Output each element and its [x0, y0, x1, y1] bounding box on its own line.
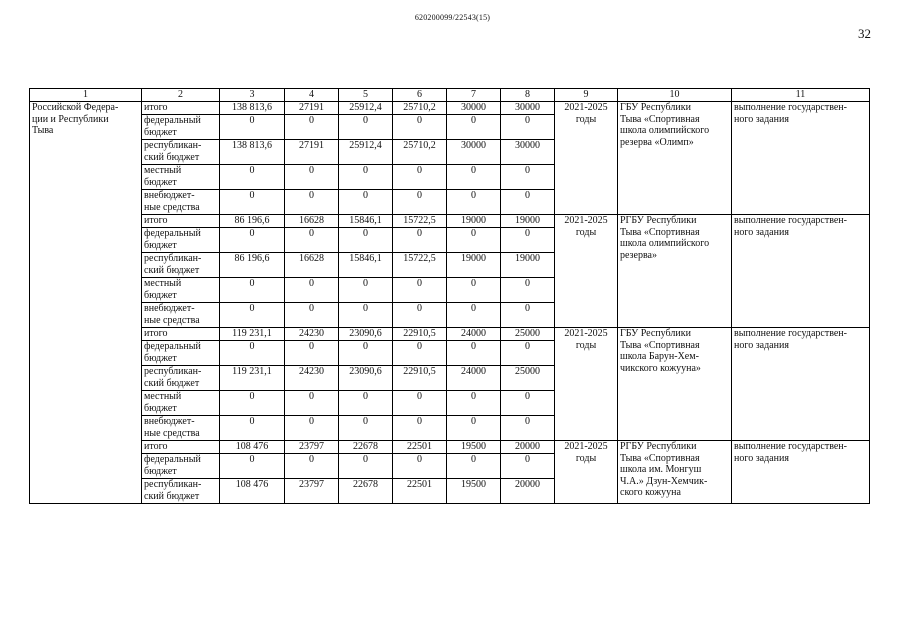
amount-cell: 20000	[501, 441, 555, 454]
amount-cell: 0	[220, 391, 285, 416]
amount-cell: 24000	[447, 366, 501, 391]
amount-cell: 0	[220, 454, 285, 479]
amount-cell: 16628	[285, 253, 339, 278]
amount-cell: 0	[393, 454, 447, 479]
funding-source-label: внебюджет- ные средства	[142, 303, 220, 328]
table-row	[30, 215, 870, 228]
amount-cell: 0	[501, 278, 555, 303]
amount-cell: 138 813,6	[220, 140, 285, 165]
amount-cell: 19500	[447, 479, 501, 504]
amount-cell: 138 813,6	[220, 102, 285, 115]
period-cell: 2021-2025 годы	[555, 328, 618, 441]
amount-cell: 0	[220, 115, 285, 140]
document-id: 620200099/22543(15)	[414, 13, 491, 22]
executor-cell: ГБУ Республики Тыва «Спортивная школа олимпийского резерва «Олимп»	[618, 102, 732, 215]
amount-cell: 0	[339, 416, 393, 441]
amount-cell: 0	[393, 165, 447, 190]
funding-source-label: местный бюджет	[142, 391, 220, 416]
amount-cell: 0	[285, 341, 339, 366]
funding-source-label: федеральный бюджет	[142, 341, 220, 366]
amount-cell: 23797	[285, 441, 339, 454]
funding-source-label: местный бюджет	[142, 278, 220, 303]
period-cell: 2021-2025 годы	[555, 215, 618, 328]
funding-source-label: федеральный бюджет	[142, 115, 220, 140]
table-row	[30, 441, 870, 454]
amount-cell: 30000	[447, 140, 501, 165]
funding-source-label: местный бюджет	[142, 165, 220, 190]
amount-cell: 25912,4	[339, 140, 393, 165]
amount-cell: 22501	[393, 479, 447, 504]
amount-cell: 119 231,1	[220, 366, 285, 391]
table-row	[30, 102, 870, 115]
amount-cell: 0	[447, 391, 501, 416]
amount-cell: 0	[339, 165, 393, 190]
funding-source-label: республикан- ский бюджет	[142, 140, 220, 165]
amount-cell: 0	[447, 416, 501, 441]
amount-cell: 22678	[339, 441, 393, 454]
column-number: 7	[447, 89, 501, 102]
amount-cell: 15722,5	[393, 215, 447, 228]
amount-cell: 0	[501, 341, 555, 366]
amount-cell: 22910,5	[393, 328, 447, 341]
amount-cell: 22910,5	[393, 366, 447, 391]
amount-cell: 24230	[285, 328, 339, 341]
amount-cell: 0	[393, 228, 447, 253]
period-cell: 2021-2025 годы	[555, 102, 618, 215]
column-number: 3	[220, 89, 285, 102]
amount-cell: 22678	[339, 479, 393, 504]
funding-source-label: итого	[142, 328, 220, 341]
amount-cell: 24000	[447, 328, 501, 341]
amount-cell: 0	[285, 115, 339, 140]
amount-cell: 0	[393, 341, 447, 366]
amount-cell: 0	[220, 228, 285, 253]
amount-cell: 0	[220, 303, 285, 328]
amount-cell: 0	[501, 391, 555, 416]
program-name-cell: Российской Федера- ции и Республики Тыва	[30, 102, 142, 504]
amount-cell: 20000	[501, 479, 555, 504]
amount-cell: 0	[285, 228, 339, 253]
amount-cell: 15722,5	[393, 253, 447, 278]
amount-cell: 25912,4	[339, 102, 393, 115]
amount-cell: 19000	[501, 253, 555, 278]
amount-cell: 0	[447, 115, 501, 140]
amount-cell: 0	[393, 303, 447, 328]
amount-cell: 0	[339, 190, 393, 215]
amount-cell: 0	[339, 341, 393, 366]
amount-cell: 27191	[285, 140, 339, 165]
amount-cell: 0	[393, 391, 447, 416]
funding-source-label: итого	[142, 102, 220, 115]
amount-cell: 0	[447, 190, 501, 215]
column-number: 1	[30, 89, 142, 102]
executor-cell: РГБУ Республики Тыва «Спортивная школа олимпийского резерва»	[618, 215, 732, 328]
amount-cell: 0	[447, 165, 501, 190]
amount-cell: 0	[220, 341, 285, 366]
amount-cell: 0	[285, 190, 339, 215]
funding-source-label: федеральный бюджет	[142, 228, 220, 253]
amount-cell: 23797	[285, 479, 339, 504]
amount-cell: 0	[285, 165, 339, 190]
column-number: 8	[501, 89, 555, 102]
amount-cell: 0	[339, 278, 393, 303]
amount-cell: 25000	[501, 366, 555, 391]
amount-cell: 0	[220, 416, 285, 441]
amount-cell: 19000	[447, 215, 501, 228]
amount-cell: 0	[393, 115, 447, 140]
amount-cell: 25000	[501, 328, 555, 341]
amount-cell: 27191	[285, 102, 339, 115]
result-cell: выполнение государствен- ного задания	[732, 441, 870, 504]
amount-cell: 0	[285, 391, 339, 416]
amount-cell: 119 231,1	[220, 328, 285, 341]
funding-source-label: республикан- ский бюджет	[142, 366, 220, 391]
amount-cell: 0	[220, 165, 285, 190]
column-number: 5	[339, 89, 393, 102]
result-cell: выполнение государствен- ного задания	[732, 215, 870, 328]
amount-cell: 16628	[285, 215, 339, 228]
page-number: 32	[858, 26, 871, 41]
funding-source-label: федеральный бюджет	[142, 454, 220, 479]
amount-cell: 0	[339, 454, 393, 479]
funding-source-label: внебюджет- ные средства	[142, 190, 220, 215]
result-cell: выполнение государствен- ного задания	[732, 328, 870, 441]
column-number: 9	[555, 89, 618, 102]
amount-cell: 0	[501, 454, 555, 479]
column-number: 11	[732, 89, 870, 102]
funding-source-label: внебюджет- ные средства	[142, 416, 220, 441]
amount-cell: 0	[220, 190, 285, 215]
amount-cell: 0	[501, 115, 555, 140]
amount-cell: 23090,6	[339, 366, 393, 391]
amount-cell: 0	[447, 303, 501, 328]
amount-cell: 0	[447, 228, 501, 253]
amount-cell: 0	[501, 190, 555, 215]
amount-cell: 86 196,6	[220, 253, 285, 278]
amount-cell: 0	[339, 228, 393, 253]
amount-cell: 0	[447, 278, 501, 303]
amount-cell: 108 476	[220, 479, 285, 504]
amount-cell: 25710,2	[393, 102, 447, 115]
executor-cell: РГБУ Республики Тыва «Спортивная школа им. Монгуш Ч.А.» Дзун-Хемчик- ского кожууна	[618, 441, 732, 504]
budget-table	[29, 88, 870, 504]
funding-source-label: республикан- ский бюджет	[142, 479, 220, 504]
amount-cell: 25710,2	[393, 140, 447, 165]
amount-cell: 0	[501, 303, 555, 328]
table-row	[30, 328, 870, 341]
amount-cell: 0	[339, 115, 393, 140]
amount-cell: 0	[339, 391, 393, 416]
amount-cell: 0	[285, 416, 339, 441]
amount-cell: 0	[393, 278, 447, 303]
amount-cell: 15846,1	[339, 215, 393, 228]
amount-cell: 0	[447, 454, 501, 479]
amount-cell: 19000	[447, 253, 501, 278]
amount-cell: 0	[220, 278, 285, 303]
amount-cell: 15846,1	[339, 253, 393, 278]
amount-cell: 0	[393, 416, 447, 441]
funding-source-label: итого	[142, 215, 220, 228]
amount-cell: 19500	[447, 441, 501, 454]
column-number: 10	[618, 89, 732, 102]
result-cell: выполнение государствен- ного задания	[732, 102, 870, 215]
period-cell: 2021-2025 годы	[555, 441, 618, 504]
amount-cell: 0	[285, 303, 339, 328]
amount-cell: 0	[285, 454, 339, 479]
amount-cell: 0	[447, 341, 501, 366]
column-number-row	[30, 89, 870, 102]
amount-cell: 0	[339, 303, 393, 328]
funding-source-label: итого	[142, 441, 220, 454]
amount-cell: 30000	[447, 102, 501, 115]
funding-source-label: республикан- ский бюджет	[142, 253, 220, 278]
amount-cell: 30000	[501, 140, 555, 165]
column-number: 2	[142, 89, 220, 102]
amount-cell: 0	[501, 228, 555, 253]
column-number: 6	[393, 89, 447, 102]
amount-cell: 86 196,6	[220, 215, 285, 228]
amount-cell: 22501	[393, 441, 447, 454]
amount-cell: 108 476	[220, 441, 285, 454]
column-number: 4	[285, 89, 339, 102]
amount-cell: 0	[501, 165, 555, 190]
amount-cell: 24230	[285, 366, 339, 391]
amount-cell: 30000	[501, 102, 555, 115]
amount-cell: 23090,6	[339, 328, 393, 341]
amount-cell: 0	[285, 278, 339, 303]
amount-cell: 19000	[501, 215, 555, 228]
amount-cell: 0	[501, 416, 555, 441]
executor-cell: ГБУ Республики Тыва «Спортивная школа Барун-Хем- чикского кожууна»	[618, 328, 732, 441]
amount-cell: 0	[393, 190, 447, 215]
